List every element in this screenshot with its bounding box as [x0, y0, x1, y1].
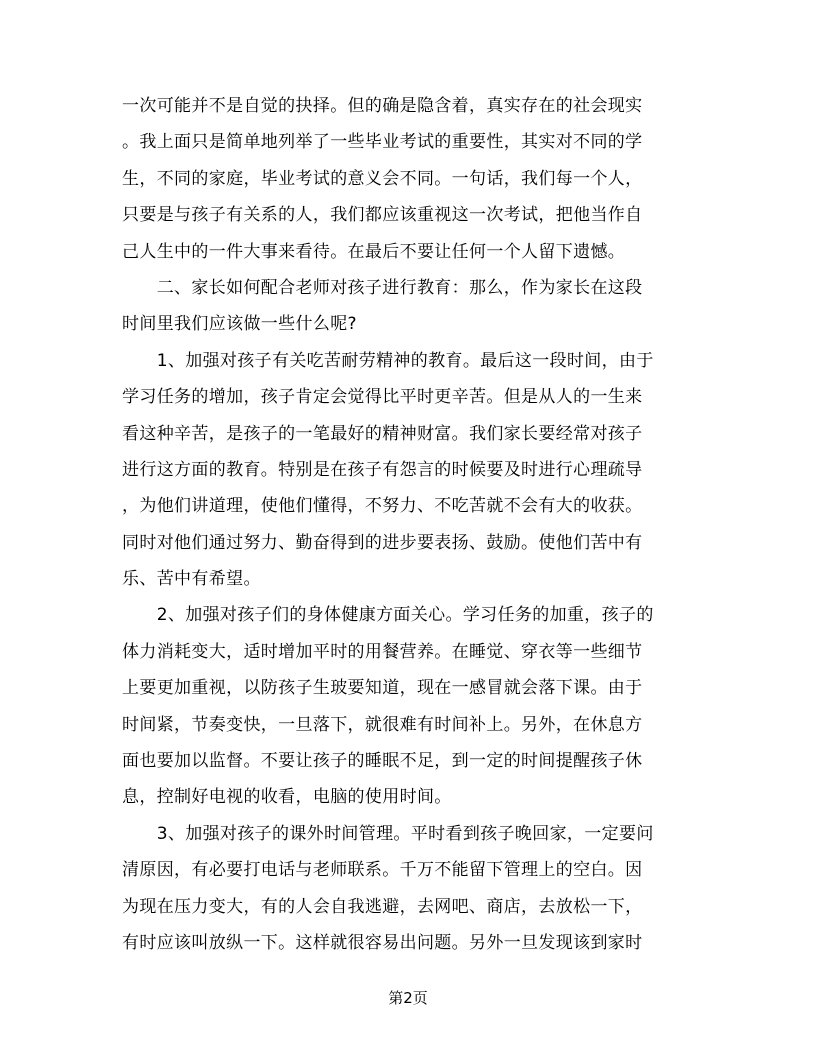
text-line: 息，控制好电视的收看，电脑的使用时间。 — [122, 787, 452, 808]
text-line: 己人生中的一件大事来看待。在最后不要让任何一个人留下遗憾。 — [122, 241, 626, 262]
text-line: 。我上面只是简单地列举了一些毕业考试的重要性，其实对不同的学 — [122, 132, 643, 153]
text-line: 面也要加以监督。不要让孩子的睡眠不足，到一定的时间提醒孩子休 — [122, 751, 643, 772]
paragraph-start-line: 3、加强对孩子的课外时间管理。平时看到孩子晚回家，一定要问 — [122, 823, 654, 844]
text-line: 生，不同的家庭，毕业考试的意义会不同。一句话，我们每一个人， — [122, 168, 643, 189]
text-line: 为现在压力变大，有的人会自我逃避，去网吧、商店，去放松一下， — [122, 896, 643, 917]
body-text — [122, 88, 694, 961]
text-line: ，为他们讲道理，使他们懂得，不努力、不吃苦就不会有大的收获。 — [122, 496, 643, 517]
text-line: 一次可能并不是自觉的抉择。但的确是隐含着，真实存在的社会现实 — [122, 96, 643, 116]
text-line: 乐、苦中有希望。 — [122, 569, 261, 590]
section-heading-line: 二、家长如何配合老师对孩子进行教育：那么，作为家长在这段 — [122, 277, 643, 298]
text-line: 进行这方面的教育。特别是在孩子有怨言的时候要及时进行心理疏导 — [122, 459, 643, 480]
text-line: 时间里我们应该做一些什么呢? — [122, 314, 357, 335]
paragraph-start-line: 2、加强对孩子们的身体健康方面关心。学习任务的加重，孩子的 — [122, 605, 654, 626]
paragraph-start-line: 1、加强对孩子有关吃苦耐劳精神的教育。最后这一段时间，由于 — [122, 350, 654, 371]
text-line: 清原因，有必要打电话与老师联系。千万不能留下管理上的空白。因 — [122, 860, 643, 881]
text-line: 时间紧，节奏变快，一旦落下，就很难有时间补上。另外，在休息方 — [122, 714, 643, 735]
text-line: 学习任务的增加，孩子肯定会觉得比平时更辛苦。但是从人的一生来 — [122, 387, 643, 408]
text-line: 有时应该叫放纵一下。这样就很容易出问题。另外一旦发现该到家时 — [122, 932, 643, 953]
text-line: 体力消耗变大，适时增加平时的用餐营养。在睡觉、穿衣等一些细节 — [122, 641, 643, 662]
text-line: 看这种辛苦，是孩子的一笔最好的精神财富。我们家长要经常对孩子 — [122, 423, 643, 444]
text-line: 只要是与孩子有关系的人，我们都应该重视这一次考试，把他当作自 — [122, 205, 643, 226]
page-number: 第2页 — [388, 989, 428, 1007]
text-line: 同时对他们通过努力、勤奋得到的进步要表扬、鼓励。使他们苦中有 — [122, 532, 643, 553]
text-line: 上要更加重视，以防孩子生玻要知道，现在一感冒就会落下课。由于 — [122, 678, 643, 699]
